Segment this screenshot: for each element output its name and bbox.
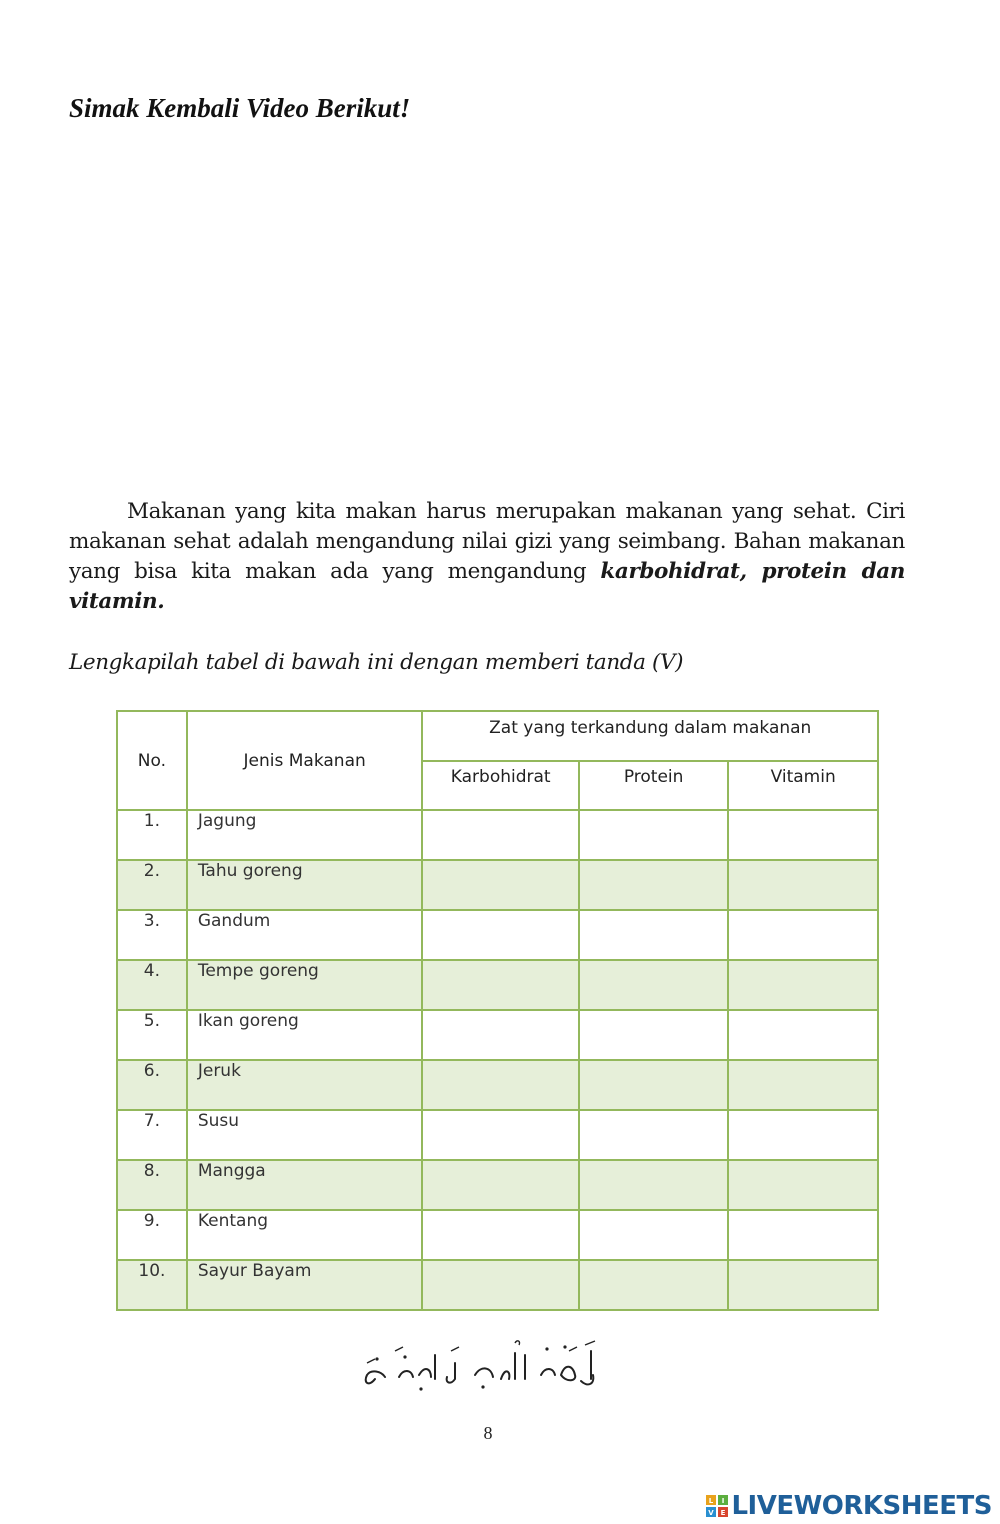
answer-cell-karbohidrat[interactable]	[422, 1010, 578, 1060]
brand-text: LIVEWORKSHEETS	[731, 1491, 992, 1521]
answer-cell-protein[interactable]	[579, 1060, 728, 1110]
answer-cell-karbohidrat[interactable]	[422, 1060, 578, 1110]
answer-cell-vitamin[interactable]	[728, 960, 878, 1010]
answer-cell-vitamin[interactable]	[728, 1210, 878, 1260]
row-food-name: Jeruk	[187, 1060, 423, 1110]
answer-cell-vitamin[interactable]	[728, 1260, 878, 1310]
answer-cell-protein[interactable]	[579, 960, 728, 1010]
table-row	[117, 1010, 878, 1060]
svg-text:V: V	[708, 1509, 715, 1517]
row-food-name: Tahu goreng	[187, 860, 423, 910]
svg-text:I: I	[722, 1497, 725, 1505]
answer-cell-protein[interactable]	[579, 1010, 728, 1060]
page-number: 8	[483, 1423, 493, 1443]
header-no: No.	[117, 711, 187, 810]
row-number: 5.	[117, 1010, 187, 1060]
header-vitamin: Vitamin	[728, 761, 878, 810]
answer-cell-karbohidrat[interactable]	[422, 1260, 578, 1310]
paragraph-emphasis: karbohidrat, protein dan vitamin.	[69, 559, 905, 614]
header-food-type: Jenis Makanan	[187, 711, 423, 810]
row-food-name: Susu	[187, 1110, 423, 1160]
alhamdulillah-calligraphy	[355, 1335, 605, 1395]
table-row	[117, 1160, 878, 1210]
answer-cell-vitamin[interactable]	[728, 810, 878, 860]
answer-cell-karbohidrat[interactable]	[422, 1110, 578, 1160]
row-number: 9.	[117, 1210, 187, 1260]
svg-text:E: E	[721, 1509, 726, 1517]
answer-cell-karbohidrat[interactable]	[422, 910, 578, 960]
liveworksheets-logo[interactable]	[706, 1488, 992, 1524]
row-number: 8.	[117, 1160, 187, 1210]
row-number: 3.	[117, 910, 187, 960]
answer-cell-vitamin[interactable]	[728, 1010, 878, 1060]
answer-cell-protein[interactable]	[579, 1110, 728, 1160]
row-food-name: Ikan goreng	[187, 1010, 423, 1060]
svg-text:L: L	[709, 1497, 714, 1505]
row-food-name: Tempe goreng	[187, 960, 423, 1010]
answer-cell-vitamin[interactable]	[728, 1160, 878, 1210]
table-row	[117, 1060, 878, 1110]
answer-cell-karbohidrat[interactable]	[422, 1160, 578, 1210]
table-row	[117, 1110, 878, 1160]
svg-text:اَلْحَمْدُلِلّٰهِ رَبِّ الْعٰل: اَلْحَمْدُلِلّٰهِ رَبِّ الْعٰلَمِيْنَ	[355, 1335, 364, 1336]
answer-cell-protein[interactable]	[579, 910, 728, 960]
row-number: 2.	[117, 860, 187, 910]
answer-cell-vitamin[interactable]	[728, 1060, 878, 1110]
answer-cell-vitamin[interactable]	[728, 910, 878, 960]
row-food-name: Sayur Bayam	[187, 1260, 423, 1310]
header-protein: Protein	[579, 761, 728, 810]
answer-cell-karbohidrat[interactable]	[422, 810, 578, 860]
row-number: 10.	[117, 1260, 187, 1310]
food-nutrient-table	[116, 710, 879, 1311]
row-food-name: Kentang	[187, 1210, 423, 1260]
row-number: 7.	[117, 1110, 187, 1160]
table-row	[117, 1210, 878, 1260]
row-number: 1.	[117, 810, 187, 860]
table-row	[117, 810, 878, 860]
table-row	[117, 960, 878, 1010]
answer-cell-protein[interactable]	[579, 1260, 728, 1310]
row-food-name: Jagung	[187, 810, 423, 860]
row-number: 4.	[117, 960, 187, 1010]
answer-cell-protein[interactable]	[579, 1210, 728, 1260]
row-number: 6.	[117, 1060, 187, 1110]
answer-cell-vitamin[interactable]	[728, 1110, 878, 1160]
answer-cell-protein[interactable]	[579, 810, 728, 860]
table-row	[117, 860, 878, 910]
header-nutrient-group: Zat yang terkandung dalam makanan	[422, 711, 878, 761]
answer-cell-karbohidrat[interactable]	[422, 960, 578, 1010]
paragraph-text: Makanan yang kita makan harus merupakan makanan yang sehat. Ciri makanan sehat adalah mengandung nilai gizi yang seimbang. Bahan makanan yang bisa kita makan ada yang mengandung	[69, 499, 905, 584]
page-heading: Simak Kembali Video Berikut!	[69, 93, 411, 123]
answer-cell-karbohidrat[interactable]	[422, 1210, 578, 1260]
table-instruction: Lengkapilah tabel di bawah ini dengan memberi tanda (V)	[69, 650, 684, 675]
answer-cell-vitamin[interactable]	[728, 860, 878, 910]
header-karbohidrat: Karbohidrat	[422, 761, 578, 810]
answer-cell-protein[interactable]	[579, 860, 728, 910]
table-row	[117, 1260, 878, 1310]
liveworksheets-grid-icon	[706, 1495, 728, 1517]
intro-paragraph	[69, 497, 905, 617]
answer-cell-protein[interactable]	[579, 1160, 728, 1210]
answer-cell-karbohidrat[interactable]	[422, 860, 578, 910]
row-food-name: Gandum	[187, 910, 423, 960]
table-body	[117, 810, 878, 1310]
row-food-name: Mangga	[187, 1160, 423, 1210]
table-row	[117, 910, 878, 960]
